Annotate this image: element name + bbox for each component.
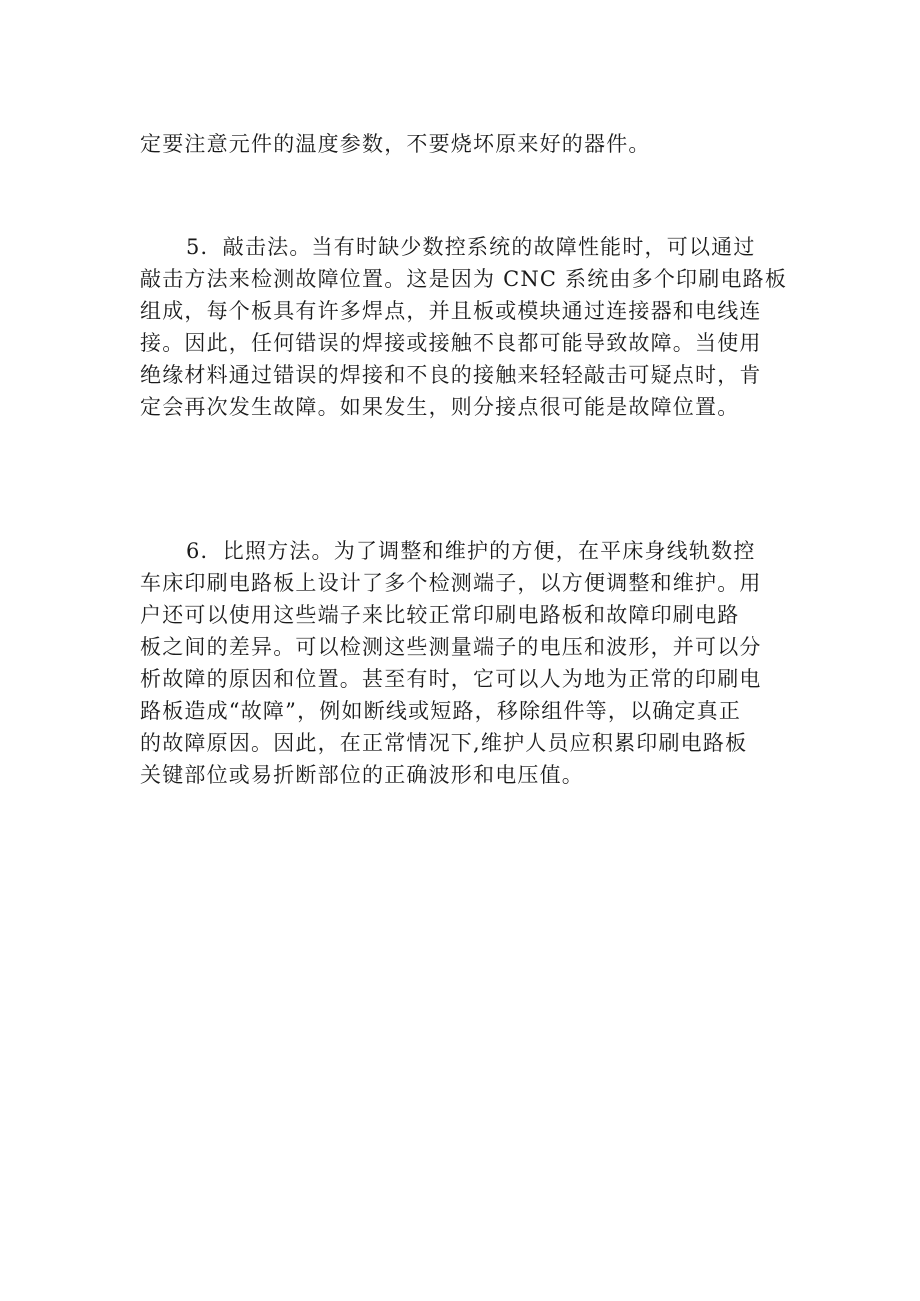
- paragraph-line: 5．敲击法。当有时缺少数控系统的故障性能时，可以通过: [186, 235, 756, 259]
- paragraph-line: 路板造成“故障”，例如断线或短路，移除组件等，以确定真正: [140, 699, 742, 723]
- paragraph-comparison-method: [140, 535, 790, 791]
- paragraph-line: 绝缘材料通过错误的焊接和不良的接触来轻轻敲击可疑点时，肯: [140, 363, 762, 387]
- paragraph-knocking-method: [140, 231, 790, 423]
- paragraph-line: 接。因此，任何错误的焊接或接触不良都可能导致故障。当使用: [140, 331, 762, 355]
- paragraph-line: 6．比照方法。为了调整和维护的方便，在平床身线轨数控: [186, 539, 756, 563]
- paragraph-line: 的故障原因。因此，在正常情况下,维护人员应积累印刷电路板: [140, 731, 748, 755]
- paragraph-line: 敲击方法来检测故障位置。这是因为 CNC 系统由多个印刷电路板: [140, 267, 788, 291]
- paragraph-line: 组成，每个板具有许多焊点，并且板或模块通过连接器和电线连: [140, 299, 762, 323]
- paragraph-line: 关键部位或易折断部位的正确波形和电压值。: [140, 763, 584, 787]
- paragraph-line: 定会再次发生故障。如果发生，则分接点很可能是故障位置。: [140, 395, 740, 419]
- paragraph-line: 车床印刷电路板上设计了多个检测端子，以方便调整和维护。用: [140, 571, 762, 595]
- paragraph-line: 析故障的原因和位置。甚至有时，它可以人为地为正常的印刷电: [140, 667, 762, 691]
- paragraph-line: 定要注意元件的温度参数，不要烧坏原来好的器件。: [140, 132, 651, 156]
- paragraph-continuation: [140, 128, 790, 160]
- paragraph-line: 户还可以使用这些端子来比较正常印刷电路板和故障印刷电路: [140, 603, 740, 627]
- paragraph-line: 板之间的差异。可以检测这些测量端子的电压和波形，并可以分: [140, 635, 762, 659]
